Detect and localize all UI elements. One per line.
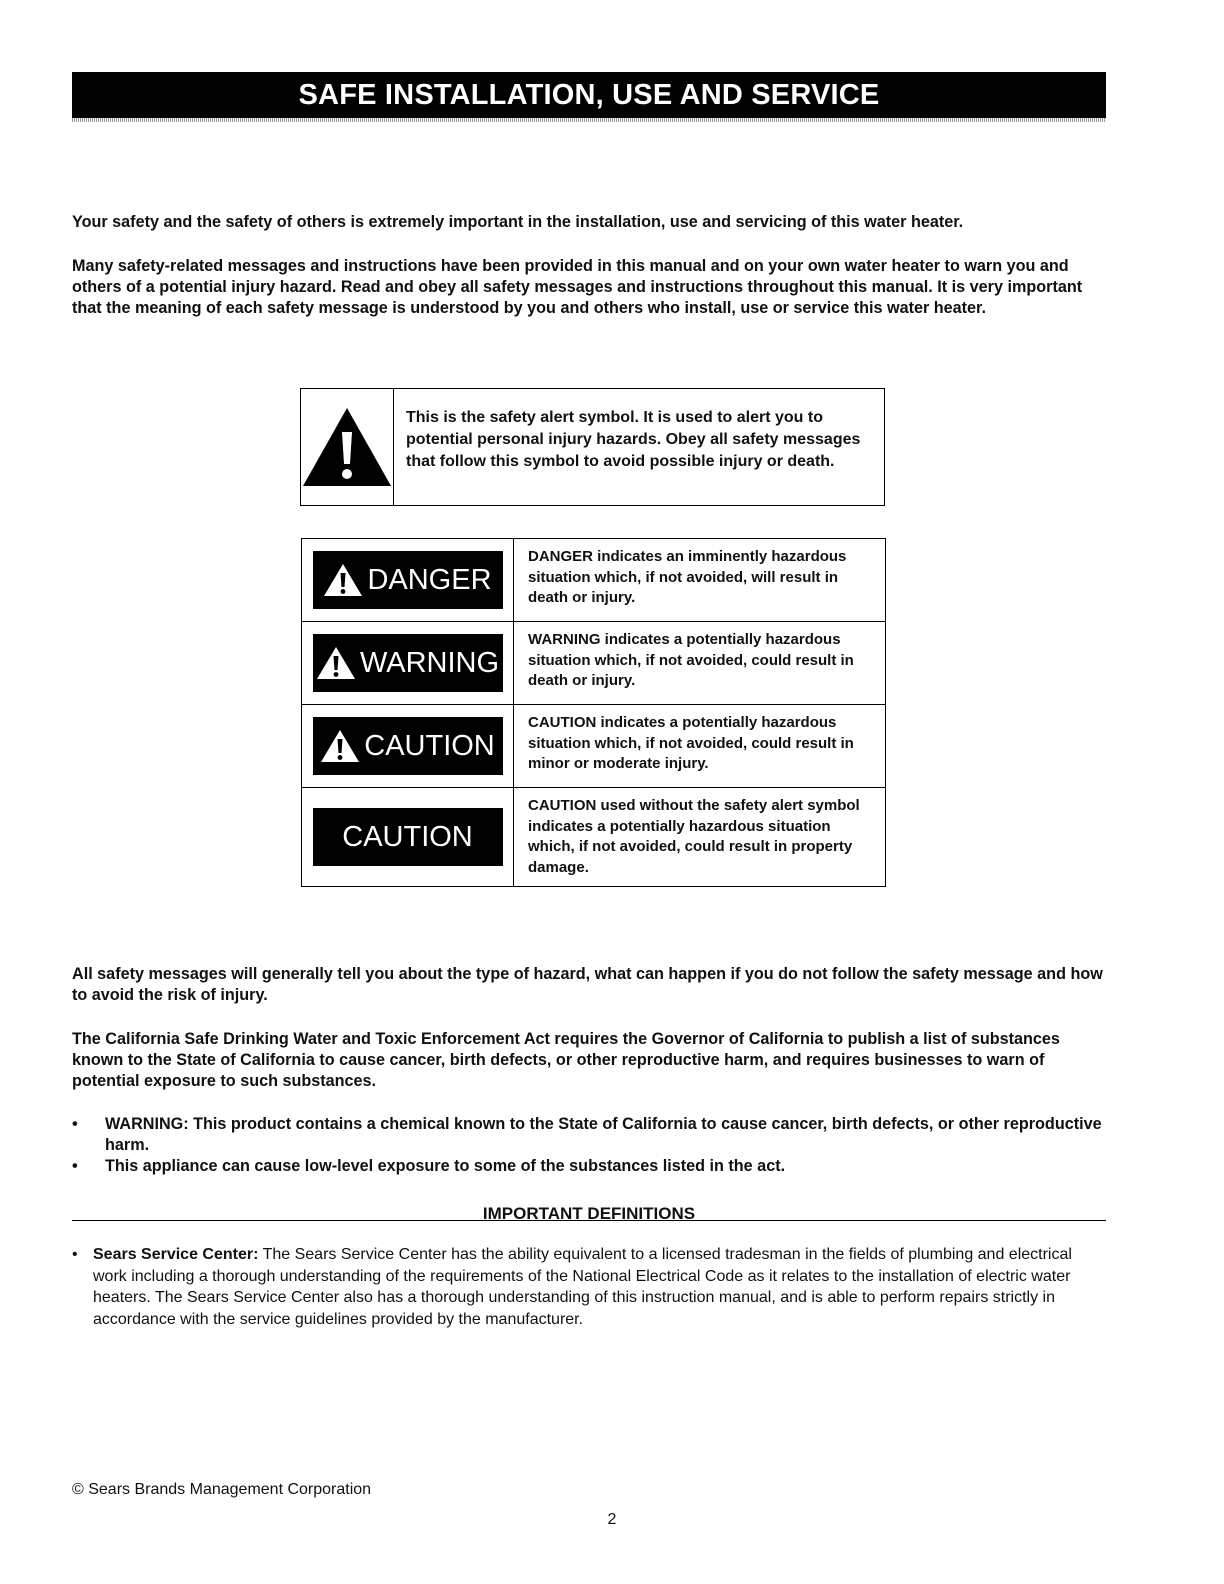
warning-description: WARNING indicates a potentially hazardous situation which, if not avoided, could result in death or injury. [528, 631, 854, 689]
page-title-banner [72, 72, 1106, 118]
danger-label: DANGER [367, 563, 492, 596]
safety-alert-icon-cell [301, 389, 394, 505]
safety-alert-text: This is the safety alert symbol. It is used to alert you to potential personal injury hazards. Obey all safety messages that follow this symbol to avoid possible injury or death. [406, 409, 861, 470]
list-item: • WARNING: This product contains a chemical known to the State of California to cause cancer, birth defects, or other reproductive harm. [72, 1115, 1102, 1154]
signal-word-table [301, 538, 886, 887]
signal-row-caution-no-symbol [302, 788, 885, 886]
footer-copyright: © Sears Brands Management Corporation [72, 1481, 372, 1498]
safety-alert-box [300, 388, 885, 506]
list-item: • This appliance can cause low-level exposure to some of the substances listed in the act. [72, 1157, 786, 1175]
definition-text: The Sears Service Center has the ability equivalent to a licensed tradesman in the fields of plumbing and electrical work including a thorough understanding of the requirements of the National Electrical Code as it relates to the installation of electric water heaters. The Sears Service Center also has a thorough understanding of this instruction manual, and is able to perform repairs strictly in accordance with the service guidelines provided by the manufacturer. [93, 1246, 1072, 1328]
safety-messages-paragraph: All safety messages will generally tell you about the type of hazard, what can happen if you do not follow the safety message and how to avoid the risk of injury. [72, 965, 1103, 1004]
warning-label: WARNING [359, 646, 500, 679]
definition-term: Sears Service Center: [93, 1246, 259, 1263]
signal-label-cell [302, 539, 514, 621]
signal-row-danger [302, 539, 885, 622]
california-act-paragraph: The California Safe Drinking Water and Toxic Enforcement Act requires the Governor of California to publish a list of substances known to the State of California to cause cancer, birth defects, or other reproductive harm, and requires businesses to warn of potential exposure to such substances. [72, 1030, 1060, 1090]
prop65-bullet-list [72, 1114, 1106, 1177]
page-number: 2 [607, 1511, 617, 1528]
danger-description: DANGER indicates an imminently hazardous situation which, if not avoided, will result in death or injury. [528, 548, 847, 606]
signal-label-cell [302, 705, 514, 787]
alert-triangle-icon [316, 646, 356, 680]
intro-paragraph-1: Your safety and the safety of others is extremely important in the installation, use and servicing of this water heater. [72, 213, 964, 231]
caution-description: CAUTION indicates a potentially hazardous situation which, if not avoided, could result in minor or moderate injury. [528, 714, 854, 772]
alert-triangle-icon [320, 729, 360, 763]
signal-label-cell [302, 788, 514, 886]
signal-label-cell [302, 622, 514, 704]
danger-badge [313, 551, 503, 609]
warning-triangle-icon [301, 406, 393, 488]
definition-sears-service-center: • Sears Service Center: The Sears Service Center has the ability equivalent to a licensed tradesman in the fields of plumbing and electrical work including a thorough understanding of the requirements of the National Electrical Code as it relates to the installation of electric water heaters. The Sears Service Center also has a thorough understanding of this instruction manual, and is able to perform repairs strictly in accordance with the service guidelines provided by the manufacturer. [72, 1246, 1072, 1328]
caution-no-symbol-badge [313, 808, 503, 866]
alert-triangle-icon [323, 563, 363, 597]
warning-badge [313, 634, 503, 692]
header-underline [72, 118, 1106, 122]
caution-label: CAUTION [364, 729, 495, 762]
caution-no-symbol-description: CAUTION used without the safety alert symbol indicates a potentially hazardous situation which, if not avoided, could result in property damage. [528, 797, 860, 876]
caution-no-symbol-label: CAUTION [342, 820, 473, 853]
signal-row-warning [302, 622, 885, 705]
signal-row-caution [302, 705, 885, 788]
definitions-heading: IMPORTANT DEFINITIONS [72, 1200, 1106, 1221]
page-title: SAFE INSTALLATION, USE AND SERVICE [298, 78, 880, 111]
caution-badge [313, 717, 503, 775]
intro-paragraph-2: Many safety-related messages and instructions have been provided in this manual and on your own water heater to warn you and others of a potential injury hazard. Read and obey all safety messages and instructions throughout this manual. It is very important that the meaning of each safety message is understood by you and others who install, use or service this water heater. [72, 257, 1083, 317]
